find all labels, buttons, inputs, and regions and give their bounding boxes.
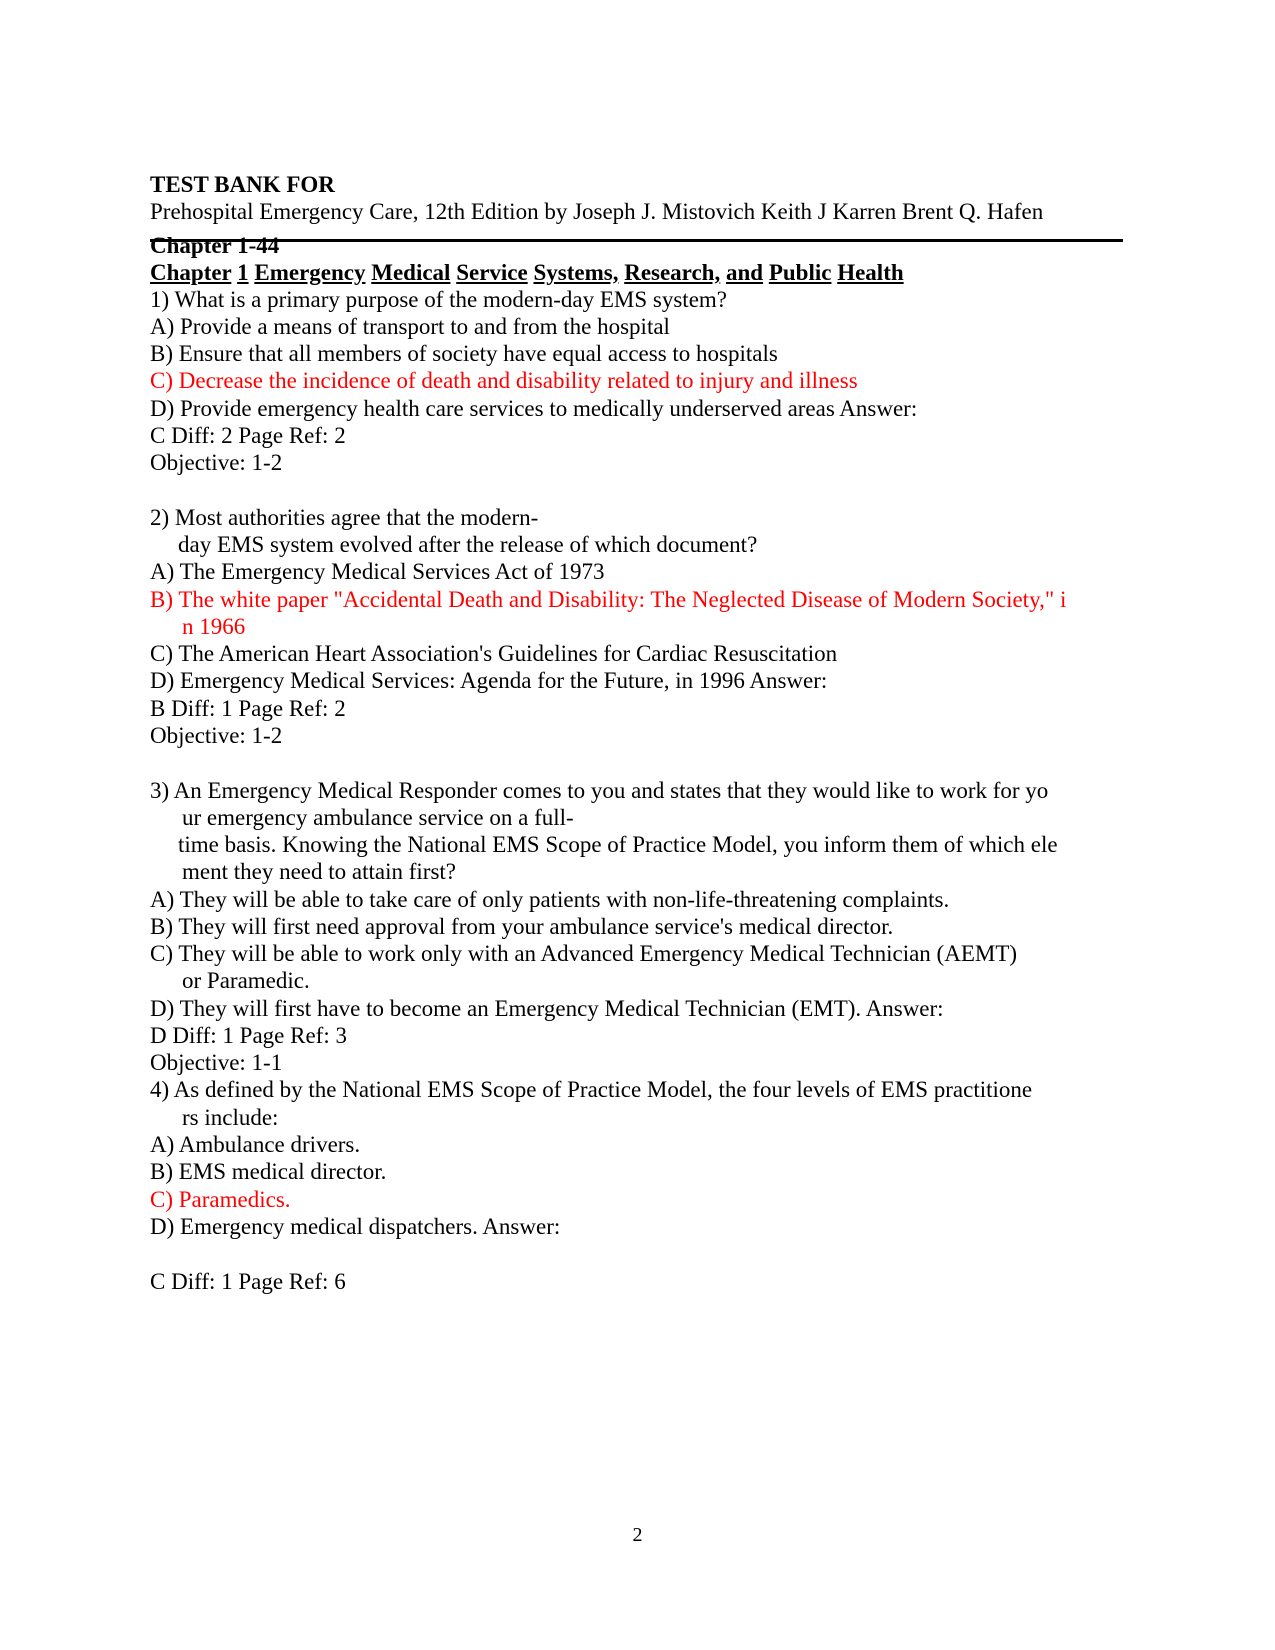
book-reference: Prehospital Emergency Care, 12th Edition by Joseph J. Mistovich Keith J Karren Brent Q. Hafen: [150, 199, 1044, 224]
header-rule: [150, 239, 1123, 242]
question-stem: 4) As defined by the National EMS Scope of Practice Model, the four levels of EMS practitione: [150, 1077, 1033, 1102]
answer-option: D) Provide emergency health care services to medically underserved areas Answer:: [150, 396, 918, 421]
chapter-heading-word: Service: [456, 260, 528, 285]
chapter-range: Chapter 1-44: [150, 233, 280, 258]
answer-option: B) EMS medical director.: [150, 1159, 387, 1184]
chapter-heading-word: Chapter: [150, 260, 232, 285]
question-stem-continued: ur emergency ambulance service on a full-: [182, 805, 574, 830]
answer-option: B) They will first need approval from your ambulance service's medical director.: [150, 914, 894, 939]
question-meta: C Diff: 1 Page Ref: 6: [150, 1269, 346, 1294]
answer-option: A) Ambulance drivers.: [150, 1132, 361, 1157]
chapter-heading-word: and: [725, 260, 764, 285]
question-stem-continued: day EMS system evolved after the release of which document?: [178, 532, 758, 557]
answer-option: D) Emergency Medical Services: Agenda for the Future, in 1996 Answer:: [150, 668, 828, 693]
question-stem: 3) An Emergency Medical Responder comes to you and states that they would like to work for yo: [150, 778, 1049, 803]
chapter-heading-word: Health: [837, 260, 904, 285]
correct-answer-option: B) The white paper "Accidental Death and Disability: The Neglected Disease of Modern Society," i: [150, 587, 1067, 612]
chapter-heading-word: Research,: [624, 260, 721, 285]
question-stem-continued: ment they need to attain first?: [182, 859, 456, 884]
answer-option: A) The Emergency Medical Services Act of 1973: [150, 559, 605, 584]
chapter-heading-word: Emergency: [254, 260, 366, 285]
question-stem-continued: time basis. Knowing the National EMS Scope of Practice Model, you inform them of which ele: [178, 832, 1058, 857]
chapter-heading: [150, 259, 904, 287]
question-stem-continued: rs include:: [182, 1105, 279, 1130]
question-meta: C Diff: 2 Page Ref: 2: [150, 423, 346, 448]
answer-option: D) They will first have to become an Emergency Medical Technician (EMT). Answer:: [150, 996, 944, 1021]
chapter-heading-word: Systems,: [533, 260, 619, 285]
answer-option: B) Ensure that all members of society have equal access to hospitals: [150, 341, 778, 366]
question-stem: 1) What is a primary purpose of the modern-day EMS system?: [150, 287, 727, 312]
question-meta: D Diff: 1 Page Ref: 3: [150, 1023, 347, 1048]
question-stem: 2) Most authorities agree that the modern-: [150, 505, 539, 530]
answer-option: A) Provide a means of transport to and from the hospital: [150, 314, 670, 339]
question-objective: Objective: 1-1: [150, 1050, 283, 1075]
answer-option: C) The American Heart Association's Guidelines for Cardiac Resuscitation: [150, 641, 838, 666]
question-objective: Objective: 1-2: [150, 723, 283, 748]
answer-option: D) Emergency medical dispatchers. Answer:: [150, 1214, 561, 1239]
page-number: 2: [632, 1524, 643, 1546]
chapter-heading-word: 1: [237, 260, 249, 285]
answer-option-continued: or Paramedic.: [182, 968, 310, 993]
chapter-heading-word: Public: [768, 260, 832, 285]
correct-answer-option-continued: n 1966: [182, 614, 246, 639]
answer-option: A) They will be able to take care of only patients with non-life-threatening complaints.: [150, 887, 950, 912]
correct-answer-option: C) Decrease the incidence of death and disability related to injury and illness: [150, 368, 858, 393]
question-meta: B Diff: 1 Page Ref: 2: [150, 696, 346, 721]
chapter-heading-word: Medical: [371, 260, 451, 285]
answer-option: C) They will be able to work only with an Advanced Emergency Medical Technician (AEMT): [150, 941, 1018, 966]
document-title: TEST BANK FOR: [150, 172, 335, 197]
question-objective: Objective: 1-2: [150, 450, 283, 475]
correct-answer-option: C) Paramedics.: [150, 1187, 291, 1212]
